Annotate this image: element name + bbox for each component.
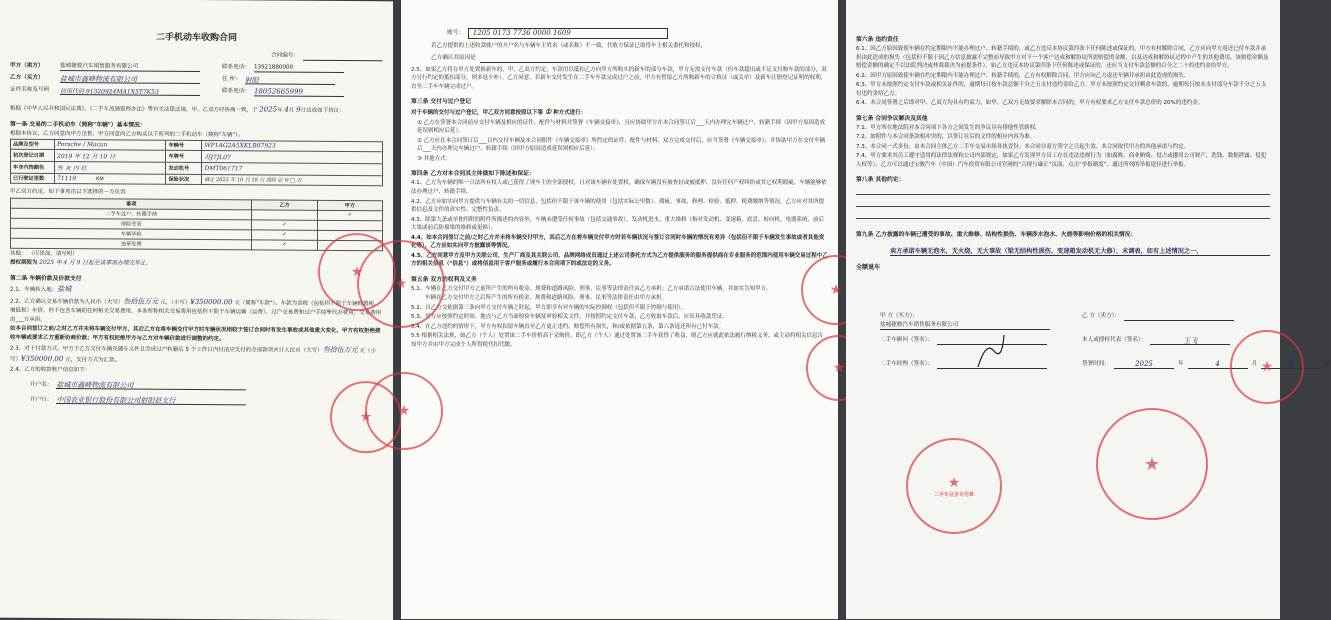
vehicle-field-value: Porsche / Macan [55, 140, 166, 151]
reason-field [480, 54, 600, 63]
vehicle-field-value: WP1AG2A5XKLB07923 [202, 141, 383, 152]
article-4-5: 4.5、乙方同意甲方及甲方关联公司、生产厂商及其关联公司、品牌网络成员通过上述公司委托方式为乙方提供服务的服务提供商在专业服务的范围内使用车辆交易过程中乙方的相关信息（"信息"）或将信息用于客户服务或履行本合同项下的或法定的义务。 [411, 252, 828, 268]
article-8-line-1 [856, 185, 1270, 195]
contract-title: 二手机动车收购合同 [155, 32, 237, 44]
id-label: 证件名称及号码 [10, 87, 50, 94]
article-5-3: 5.3、甲方应按照约定时间、地点与乙方当面检验车辆及审验相关文件，并按照约定支付车款；乙方收取车款后，应出具收款凭证。 [411, 314, 728, 321]
account-label: 账号： [447, 30, 464, 37]
vehicle-field-label: 品牌及型号 [11, 140, 55, 150]
article-9-disclosure: 卖方承诺车辆无泡水，无火烧，无大事故（梁无结构性损伤，变速箱发动机无大修），未调表，如有上述情况之一， [890, 246, 1270, 256]
article-7-3: 7.3、本合同一式多份，由本合同主体乙方二手车交易市场各执壹份。本合同自双方签字之日起生效。本合同取代甲方的其他承诺与约定。 [856, 143, 1190, 150]
party-a-value: 盐城捷骏汽车销售服务有限公司 [60, 62, 200, 72]
account-name-label: 开户名： [30, 381, 53, 388]
article-7-2: 7.2、如附件与本合同条款相冲突的，以签订在后的文件的相应内容为准。 [856, 134, 1036, 141]
sign-month: 4 [1188, 360, 1248, 369]
manager-label: 二手车经理（签名）： [880, 361, 934, 368]
article-5-title: 第五条 双方的权利及义务 [411, 276, 477, 283]
vehicle-field-value: 71119 KM [55, 174, 166, 185]
contract-no-label: 合同编号： [271, 52, 299, 60]
vehicle-row [11, 174, 383, 187]
signature-block [856, 303, 1331, 383]
reason-label: 乙方确认其原因是 [431, 54, 476, 61]
party-b-label: 乙方（买方） [10, 75, 44, 82]
vehicle-field-value: DMT061717 [202, 163, 383, 176]
vehicle-field-label: 保险状况 [166, 175, 202, 185]
article-5-1b: 车辆在乙方交付甲方之后所产生的所有税金、规费和道路风险、刑事、民事等法律责任由甲方承担。 [425, 295, 668, 302]
article-4-2: 4.2、乙方应如实向甲方提供与车辆有关的一切信息，包括但不限于该车辆的使用（包括实际公里数）、瑕疵、事故、修理、检验、抵押、税费缴纳等情况，乙方应对其所提供信息及文件的真实性、完整性负责。 [411, 198, 825, 214]
article-5-1: 5.1、车辆在乙方交付甲方之前所产生的所有税金、规费和道路风险、刑事、民事等法律责任由乙方承担；乙方承诺合法使用车辆，并如实告知甲方。 [411, 285, 772, 292]
rep-signature: 王飞 [1150, 336, 1230, 345]
responsibility-item: 保险变更 [11, 218, 252, 230]
party-b-value: 盐城市鑫峰物流有限公司 [60, 74, 200, 84]
bank: 中国农业银行股份有限公司射阳县支行 [56, 395, 246, 405]
responsibility-header: 甲方 [317, 200, 382, 210]
responsibility-check: ✓ [317, 210, 382, 220]
contract-no-field [303, 52, 383, 62]
id-value: 信用代码 91320924MA1X5T7K53 [60, 86, 200, 96]
company-stamp-b-partial-2: ★ [330, 381, 402, 454]
vehicle-field-label: 车身内饰颜色 [11, 162, 55, 174]
others-row: 其他： （可添加，请写明） [10, 250, 78, 258]
article-4-4: 4.4、如本合同签订之前/之时乙方并未将车辆交付甲方，其后乙方在将车辆交付甲方时若车辆状况与签订合同时车辆的情况有差异（包括但不限于车辆发生事故或者其他变化等），乙方应如实向甲方披露该等情况。 [411, 234, 825, 250]
article-9-title: 第九条 乙方披露的车辆已遭受的事故、重大维修、结构性损伤、车辆涉水泡水、火烧等影响价格的相关情况： [856, 232, 1137, 239]
article-3-1: 对于车辆的交付与过户登记，甲乙双方同意按照以下第 ① 种方式进行： [411, 107, 587, 117]
party-a-sign-name: 盐城捷骏汽车销售服务有限公司 [880, 321, 1050, 330]
rep-label: 本人或授权代表（签名）： [1082, 337, 1147, 344]
responsibility-item: 车辆年检 [11, 228, 252, 240]
responsibility-check: ✓ [252, 220, 317, 230]
article-3-title: 第三条 交付与过户登记 [411, 99, 471, 106]
vehicle-field-label: 已行驶证里数 [11, 174, 55, 184]
article-7-4: 7.4、甲方要求其员工遵守适用的法律法规和公司内部规定，如果乙方发现甲方员工存在违法违规行为（如腐败、商业贿赂、侵占或挪用公司财产、洗钱、数据泄露、侵犯人权等），乙方可以通过宝骏汽车（中国）汽车投资有限公司官网的“合规与廉正”页面，点击“举报制度”，通过所列的举报途径进行举报。 [856, 153, 1267, 168]
article-5-2: 5.2、自乙方交依据第三条向甲方交付车辆之时起，甲方即享有对车辆的实际控制权（包括但不限于控制与使用）。 [411, 304, 687, 311]
article-6-4: 6.4、本合同签署之后即对甲、乙双方均具有约束力，如甲、乙双方无故要求解除本合同的，甲方有权要求乙方支付车款总价的 20%的违约金。 [856, 100, 1204, 107]
responsibility-check [252, 210, 317, 220]
contract-page-1 [0, 0, 393, 620]
party-b-phone: 18052665999 [254, 87, 344, 97]
responsibility-check: ✓ [252, 240, 317, 250]
article-6-2: 6.2、因甲方原因致使车辆在约定期限内不能办理过户、转籍手续的，乙方有权解除合同，甲方应向乙方返还车辆并承担由此造成的损失。 [856, 72, 1190, 79]
article-8-line-2 [856, 197, 1270, 207]
party-a-sign-label: 甲 方（买方）： [880, 312, 919, 319]
company-stamp-b-edge: ★ [1230, 330, 1304, 404]
phone-label-2: 联系电话： [222, 88, 250, 95]
party-b-address: 射阳 [245, 75, 335, 85]
article-2-3: 2.3、对于付款方式，甲方于乙方交付车辆及随车文件且完成过户转籍后 5 个工作日内付清应支付的全部款项共计人民币（大写）叁拾伍万元 元（小写）¥350000.00 元，支付方式为汇款。 [10, 345, 377, 364]
responsibility-table [10, 198, 383, 252]
account-number: 1205 0173 7736 0000 1609 [468, 28, 668, 39]
company-stamp-a-partial: ★ [801, 255, 871, 325]
article-2-bold: 如本合同签订之前/之时乙方并未将车辆交付甲方，其后乙方在将车辆交付甲方时车辆状况相较于签订合同时有发生事故或其他重大变化，甲方有权拒绝接收车辆或要求乙方重新协商价款；甲方有权拒绝甲方与乙方对车辆价款进行调整的约定。 [10, 325, 381, 342]
company-stamp-b: ★ [1096, 408, 1208, 520]
vehicle-field-label: 初次登记日期 [11, 150, 55, 162]
responsibility-item: 违章处理 [11, 238, 252, 250]
party-a-phone: 13921880000 [254, 63, 344, 73]
party-a-label: 甲方（卖方） [10, 63, 44, 70]
sign-day-unit: 日 [1325, 361, 1331, 368]
party-b-sign-field [1124, 312, 1234, 321]
delivery-option-1: ① 乙方在签署本合同前应交付车辆及相应的证件、配件与材料并签署《车辆交接单》，且应协助甲方在本合同签订后___天内办理完车辆过户、转籍手续（因甲方原因造成延误则相应后延）。 [417, 119, 826, 135]
vehicle-field-label: 车牌号 [166, 151, 202, 163]
vehicle-field-value: 外 灰 内 红 [55, 162, 166, 175]
article-2-2: 2.2、乙方确认交易车辆价款为人民币（大写）叁拾伍万元 元，（小写）¥350000.00 元（简称"车款"）。车款为含税（包括但不限于车辆购置税、增值税）车价，但不包含车辆的任何相关交易费用，本条所称相关交易费用包括但不限于车辆运输（运费）、过户交易费和过户手续等代办费用，交易费用由___方承担。 [10, 297, 382, 323]
article-5-4: 5.4、在乙方违约的情形下，甲方有权扣留车辆直至乙方更正违约、赔偿所有损失，和/或依据第五条、第六条返还所有已付车款。 [411, 323, 725, 330]
article-2-4: 2.4、乙方的收款账户信息如下： [10, 366, 91, 374]
vehicle-field-value: 截止 2025 年 10 月 18 日 商险 ☑ 有 □ 否 [202, 175, 383, 186]
basis-text: 根据《中华人民共和国民法典》、《二手车流通管理办法》等有关法律法规，甲、乙双方经协商一致，于 2025年 4月 9日达成如下协议： [10, 105, 345, 115]
company-stamp-b-partial: ★ [318, 233, 396, 312]
responsibility-item: 二手车过户、转籍手续 [11, 208, 252, 220]
company-stamp-a: ★ 二手车业务专用章 [906, 438, 1002, 534]
sign-month-unit: 月 [1251, 361, 1258, 368]
responsibility-intro: 甲乙双方约定，如下事项由以下选择的一方负责 [10, 189, 126, 196]
contract-page-3 [846, 0, 1331, 619]
article-2-title: 第二条 车辆价款及价款支付 [10, 276, 82, 283]
consultant-label: 二手车顾问（签名）： [880, 337, 934, 344]
article-8-title: 第八条 其他约定： [856, 177, 905, 184]
account-note: 若乙方提供的上述收款账户的开户名与车辆车主姓名（或名称）不一致，代收方保证已取得车主相关委托和授权， [431, 43, 707, 49]
vehicle-field-value: 2019 年 12 月 10 日 [55, 150, 166, 163]
article-9-disclosure-2: 全额退车 [856, 264, 881, 272]
article-6-1: 6.1、因乙方原因致使车辆在约定期限内不能办理过户、转籍手续的，或乙方违反本协议第四条下任何陈述或保证的，甲方有权解除合同，乙方应向甲方返还已付车款并承担由此造成的损失（包括但不限于因乙方信息披露不完整而导致甲方对下一个客户达成和解协议所需赔偿的金额，以及达成和解协议过程中产生的其他费用，该赔偿金额及赔偿金额的确定不以法院判决或仲裁裁决为前提条件）。如乙方违反本协议第四条下任何陈述或保证的，还应当支付车款总额的百分之二十的违约金给甲方。 [856, 46, 1269, 70]
company-stamp-b-partial-3: ★ [806, 335, 872, 401]
vehicle-field-label: 车辆号 [166, 141, 202, 151]
article-6-3: 6.3、甲方未按照约定支付车款或相关证件的，逾期每日按车款总额千分之五支付违约金给乙方。甲方未按照约定交付剩余车款的，逾期每日按未支付部分车款千分之五支付违约金给乙方。 [856, 82, 1267, 97]
delivery-option-2: ② 乙方应在本合同签订后___日内交付车辆及本合同附件《车辆交接单》所约定的证件、配件与材料，双方完成交付后，应当签署《车辆交接单》；并协助甲方在交付车辆后___天内办理完车辆过户、转籍手续（因甲方原因造成延误则相应后延）。 [417, 137, 826, 153]
bank-label: 开户行： [30, 396, 53, 403]
sign-date-label: 签署时间： [1082, 361, 1110, 368]
company-stamp-b-overlap: ★ [357, 240, 445, 328]
responsibility-check [317, 220, 382, 230]
auth-period: 授权期限为 2025 年 4 月 9 日起至该事项办理完毕止。 [10, 260, 152, 268]
article-6-title: 第六条 违约责任 [856, 37, 899, 43]
responsibility-header: 事项 [11, 198, 252, 210]
article-4-1: 4.1、乙方为车辆的唯一合法所有权人或已获得了现车主的全部授权，且对该车辆有处置权，确保车辆没有被查封或被抵押、没有任何产权纠纷或其它权利瑕疵，车辆能够依法办理过户、转籍手续。 [411, 180, 827, 195]
vehicle-field-value: 苏J7JL07 [202, 151, 383, 164]
party-b-sign-label: 乙 方（卖方）： [1082, 313, 1121, 320]
responsibility-header: 乙方 [252, 200, 317, 210]
contract-page-2 [394, 0, 846, 619]
phone-label: 联系电话： [222, 64, 250, 71]
article-7-title: 第七条 合同争议解决及其他 [856, 115, 928, 122]
vehicle-field-label: 发动机号 [166, 163, 202, 175]
article-1-intro: 根据本协议，乙方同意向甲方出售、甲方同意向乙方购买以下所列的二手机动车（简称"车辆"）。 [10, 130, 244, 139]
address-label: 住 所： [222, 76, 241, 83]
article-4-3: 4.3、除第九条或单独所附的附件所描述的内容外，车辆未遭受任何事故（包括交通事故）、发动机进水、重大维修（指对发动机、变速箱、底盘、转向机、电器系统、前后大梁或前后防撞梁的维修或更换）。 [411, 216, 825, 232]
responsibility-check: ✓ [252, 230, 317, 240]
vehicle-info-table [10, 139, 383, 187]
account-name: 盐城市鑫峰物流有限公司 [56, 380, 246, 390]
sign-day: 9 [1261, 360, 1321, 369]
article-4-title: 第四条 乙方对本合同其主体做如下陈述和保证： [411, 171, 535, 178]
article-7-1: 7.1、甲方所在地法院对本合同项下各方之间发生的争议具有排他性管辖权。 [856, 124, 1041, 131]
sign-year-unit: 年 [1177, 361, 1184, 368]
article-8-line-3 [856, 209, 1270, 219]
sign-year: 2025 [1114, 360, 1174, 369]
article-2-1: 2.1、车辆转入地：盐城 [10, 285, 72, 294]
company-stamp-b-overlap-2: ★ [365, 372, 443, 450]
consultant-scribble-icon [976, 331, 1006, 371]
article-5-5: 5.5 根据相关法规，如乙方（个人）处置该二手车价格高于采购价，即乙方（个人）通过处置该二手车获得了收益，则乙方应就此依法履行纳税义务，或主动将相关信息告知甲方并由甲方完成个人所得税代扣代缴。 [411, 333, 824, 348]
article-2-5: 2.5、如果乙方将在甲方处置换新车的，甲、乙双方约定，车款用以抵扣乙方向甲方所购买的新车的部分车款，甲方无需支付车款（但车款超出或不足支付购车款的部分，双方另行约定的抵扣部分，则多退少补）。乙方同意，若新车交付发生在二手车车款完成过户之前，甲方有暂留乙方所购新车的合格证（或关单）及新车注册登记证明的权利，直至二手车车辆完成过户。 [411, 66, 827, 90]
article-1-title: 第一条 交易的二手机动车（简称"车辆"）基本情况： [10, 121, 146, 129]
delivery-option-3: ③ 其他方式： [417, 155, 452, 162]
